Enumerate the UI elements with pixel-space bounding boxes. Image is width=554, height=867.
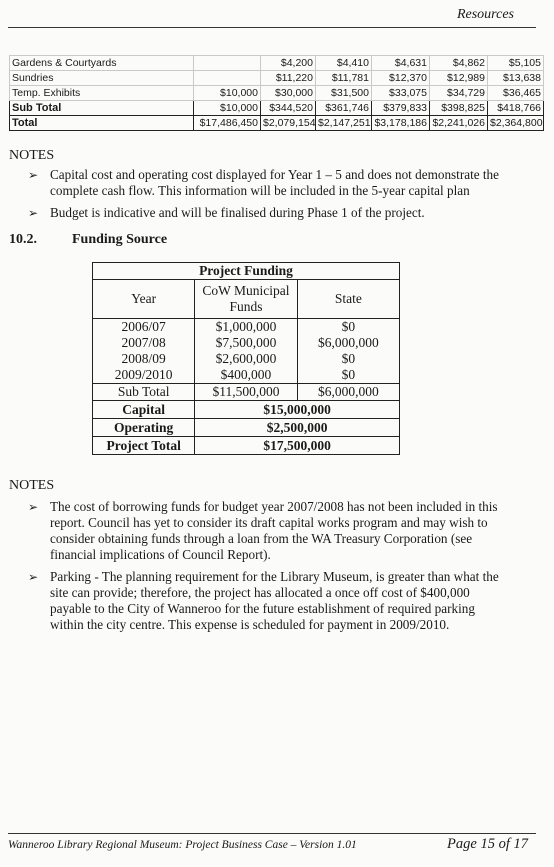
year-cell-cow: $400,000 <box>195 367 297 384</box>
section-number: 10.2. <box>9 232 37 247</box>
cost-cell: $2,147,251 <box>316 116 372 131</box>
notes-heading: NOTES <box>9 148 55 163</box>
cost-cell <box>194 71 261 86</box>
cost-cell: $30,000 <box>261 86 316 101</box>
section-heading <box>9 232 167 248</box>
arrow-bullet-icon: ➢ <box>28 206 39 220</box>
arrow-bullet-icon: ➢ <box>28 168 39 182</box>
cost-cell: $4,631 <box>372 56 430 71</box>
arrow-bullet-icon: ➢ <box>28 500 39 514</box>
cost-cell: $3,178,186 <box>372 116 430 131</box>
year-row <box>93 367 400 384</box>
year-cell-cow: $1,000,000 <box>195 319 297 336</box>
operating-row: Operating $2,500,000 <box>93 419 400 437</box>
cost-cell: $344,520 <box>261 101 316 116</box>
footer-rule <box>8 833 536 834</box>
cost-cell: $13,638 <box>488 71 544 86</box>
col-header-year: Year <box>93 280 195 319</box>
footer-doc-title: Wanneroo Library Regional Museum: Project Business Case – Version 1.01 <box>8 839 357 851</box>
cost-cell: $379,833 <box>372 101 430 116</box>
funding-table <box>92 262 400 455</box>
cost-cell: $2,241,026 <box>430 116 488 131</box>
cost-cell: $31,500 <box>316 86 372 101</box>
cost-cell: $2,364,800 <box>488 116 544 131</box>
notes-heading: NOTES <box>9 478 55 493</box>
cost-cell: $12,370 <box>372 71 430 86</box>
cost-cell: $10,000 <box>194 86 261 101</box>
page-number: Page 15 of 17 <box>447 836 528 852</box>
cost-row-label: Temp. Exhibits <box>10 86 194 101</box>
cost-cell: $418,766 <box>488 101 544 116</box>
cost-row <box>10 86 544 101</box>
note-item: ➢ Parking - The planning requirement for the Library Museum, is greater than what the site can provide; therefore, the project has allocated a once off cost of $400,000 payable to the City of Wanneroo for the future establishment of required parking within the city centre. This expense is scheduled for payment in 2009/2010. <box>28 569 499 632</box>
cost-cell: $4,200 <box>261 56 316 71</box>
cost-cell: $4,410 <box>316 56 372 71</box>
cost-row <box>10 116 544 131</box>
cost-cell: $11,781 <box>316 71 372 86</box>
cost-cell: $4,862 <box>430 56 488 71</box>
year-cell-cow: $2,600,000 <box>195 351 297 367</box>
capital-row: Capital $15,000,000 <box>93 401 400 419</box>
year-cell-year: 2009/2010 <box>93 367 195 384</box>
notes-list <box>28 167 508 227</box>
cost-cell: $10,000 <box>194 101 261 116</box>
note-item: ➢ Budget is indicative and will be finalised during Phase 1 of the project. <box>28 205 425 220</box>
year-cell-cow: $7,500,000 <box>195 335 297 351</box>
note-item: ➢ The cost of borrowing funds for budget year 2007/2008 has not been included in this report. Council has yet to consider its draft capital works program and may wish to consider obtaining funds through a loan from the WA Treasury Corporation (see financial implications of Council Report). <box>28 499 498 562</box>
note-item: ➢ Capital cost and operating cost displayed for Year 1 – 5 and does not demonstrate the complete cash flow. This information will be included in the 5-year capital plan <box>28 167 500 198</box>
cost-cell <box>194 56 261 71</box>
year-cell-year: 2006/07 <box>93 319 195 336</box>
cost-row <box>10 56 544 71</box>
year-cell-year: 2007/08 <box>93 335 195 351</box>
cost-row <box>10 71 544 86</box>
arrow-bullet-icon: ➢ <box>28 570 39 584</box>
cost-table <box>9 55 544 131</box>
cost-cell: $11,220 <box>261 71 316 86</box>
notes-list <box>28 499 506 639</box>
year-cell-state: $0 <box>297 367 399 384</box>
year-row <box>93 319 400 336</box>
cost-row-label: Sundries <box>10 71 194 86</box>
cost-cell: $33,075 <box>372 86 430 101</box>
cost-row-label: Gardens & Courtyards <box>10 56 194 71</box>
cost-cell: $2,079,154 <box>261 116 316 131</box>
running-header: Resources <box>456 7 514 22</box>
cost-cell: $12,989 <box>430 71 488 86</box>
year-cell-state: $0 <box>297 319 399 336</box>
cost-cell: $34,729 <box>430 86 488 101</box>
year-cell-year: 2008/09 <box>93 351 195 367</box>
year-cell-state: $6,000,000 <box>297 335 399 351</box>
col-header-cow: CoW Municipal Funds <box>195 280 297 319</box>
section-title: Funding Source <box>72 232 168 247</box>
project-total-row: Project Total $17,500,000 <box>93 437 400 455</box>
cost-cell: $36,465 <box>488 86 544 101</box>
cost-cell: $17,486,450 <box>194 116 261 131</box>
cost-cell: $361,746 <box>316 101 372 116</box>
subtotal-row: Sub Total $11,500,000 $6,000,000 <box>93 384 400 401</box>
cost-cell: $398,825 <box>430 101 488 116</box>
year-row <box>93 335 400 351</box>
cost-cell: $5,105 <box>488 56 544 71</box>
year-cell-state: $0 <box>297 351 399 367</box>
funding-table-title: Project Funding <box>93 263 400 280</box>
cost-row <box>10 101 544 116</box>
cost-row-label: Sub Total <box>10 101 194 116</box>
year-row <box>93 351 400 367</box>
header-rule <box>8 27 536 28</box>
col-header-state: State <box>297 280 399 319</box>
cost-row-label: Total <box>10 116 194 131</box>
